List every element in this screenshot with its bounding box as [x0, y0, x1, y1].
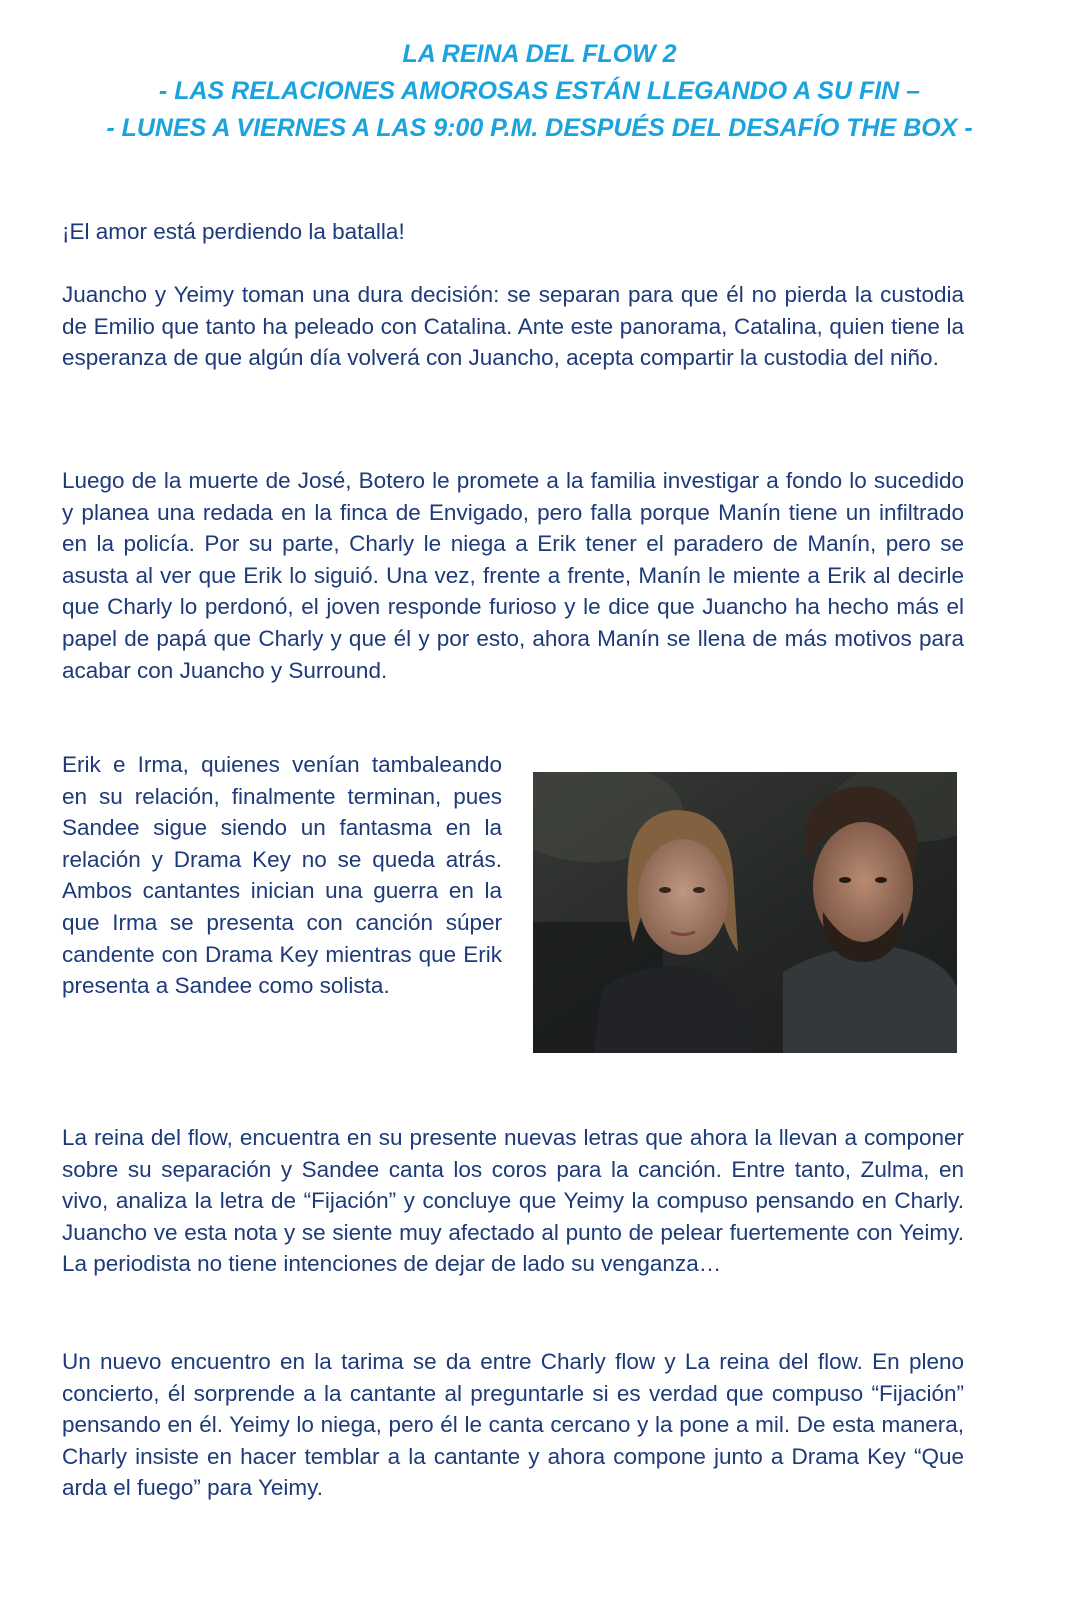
paragraph-4: La reina del flow, encuentra en su presente nuevas letras que ahora la llevan a componer sobre su separación y Sandee canta los coros para la canción. Entre tanto, Zulma, en vivo, analiza la letra de “Fijación” y concluye que Yeimy la compuso pensando en Charly. Juancho ve esta nota y se siente muy afectado al punto de pelear fuertemente con Yeimy. La periodista no tiene intenciones de dejar de lado su venganza… — [62, 1125, 964, 1277]
document-header — [90, 36, 990, 147]
paragraph-5: Un nuevo encuentro en la tarima se da entre Charly flow y La reina del flow. En pleno concierto, él sorprende a la cantante al preguntarle si es verdad que compuso “Fijación” pensando en él. Yeimy lo niega, pero él le canta cercano y la pone a mil. De esta manera, Charly insiste en hacer temblar a la cantante y ahora compone junto a Drama Key “Que arda el fuego” para Yeimy. — [62, 1349, 964, 1501]
subtitle: - LAS RELACIONES AMOROSAS ESTÁN LLEGANDO A SU FIN – — [158, 77, 921, 105]
episode-photo — [533, 772, 957, 1053]
intro-paragraph: ¡El amor está perdiendo la batalla! — [62, 219, 405, 244]
paragraph-1: Juancho y Yeimy toman una dura decisión: se separan para que él no pierda la custodia de Emilio que tanto ha peleado con Catalina. Ante este panorama, Catalina, quien tiene la esperanza de que algún día volverá con Juancho, acepta compartir la custodia del niño. — [62, 282, 964, 371]
paragraph-3: Erik e Irma, quienes venían tambaleando en su relación, finalmente terminan, pues Sandee sigue siendo un fantasma en la relación y Drama Key no se queda atrás. Ambos cantantes inician una guerra en la que Irma se presenta con canción súper candente con Drama Key mientras que Erik presenta a Sandee como solista. — [62, 752, 502, 999]
paragraph-2: Luego de la muerte de José, Botero le promete a la familia investigar a fondo lo sucedido y planea una redada en la finca de Envigado, pero falla porque Manín tiene un infiltrado en la policía. Por su parte, Charly le niega a Erik tener el paradero de Manín, pero se asusta al ver que Erik lo siguió. Una vez, frente a frente, Manín le miente a Erik al decirle que Charly lo perdonó, el joven responde furioso y le dice que Juancho ha hecho más el papel de papá que Charly y que él y por esto, ahora Manín se llena de más motivos para acabar con Juancho y Surround. — [62, 468, 964, 683]
show-title: LA REINA DEL FLOW 2 — [402, 40, 677, 68]
schedule-line: - LUNES A VIERNES A LAS 9:00 P.M. DESPUÉS DEL DESAFÍO THE BOX - — [106, 114, 973, 142]
